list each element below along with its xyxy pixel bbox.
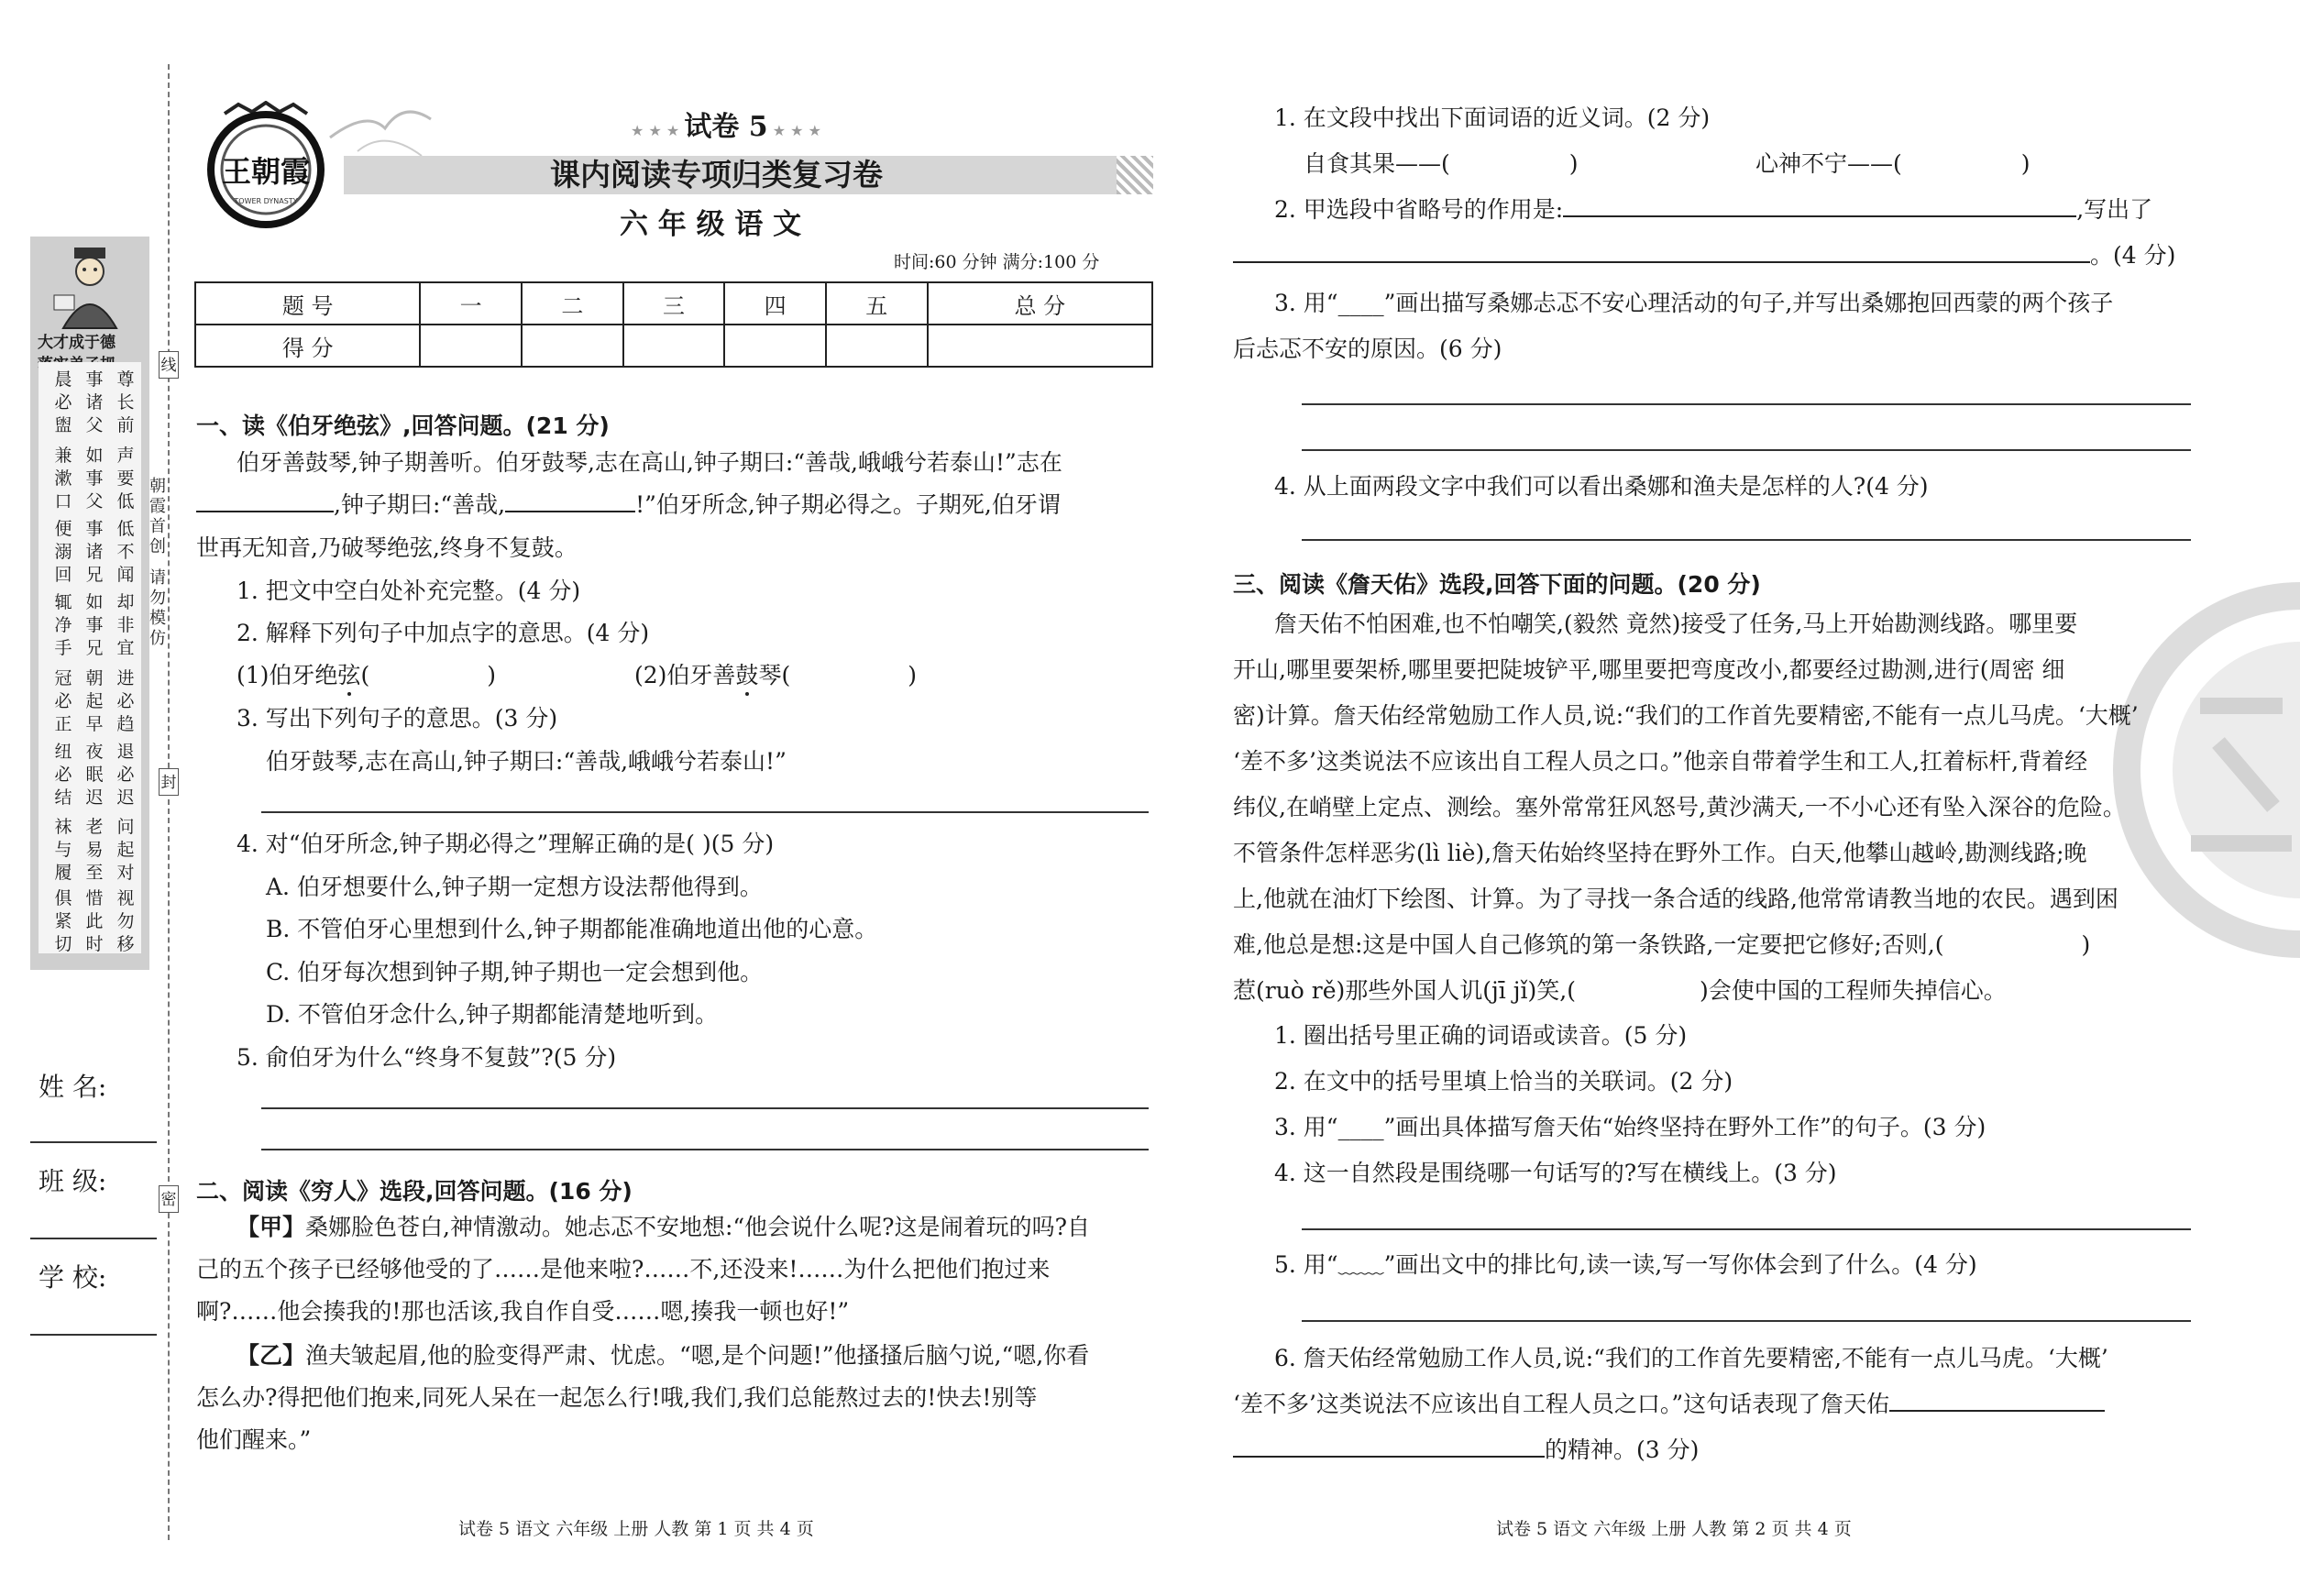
motto-col: 纽必结	[54, 742, 72, 808]
question-3-3: 3. 用“____”画出具体描写詹天佑“始终坚持在野外工作”的句子。(3 分)	[1274, 1114, 1986, 1140]
score-cell[interactable]	[420, 325, 522, 367]
passage-line: 他们醒来。”	[196, 1426, 312, 1453]
answer-blank[interactable]	[1889, 1410, 2105, 1412]
passage-line: 开山,哪里要架桥,哪里要把陡坡铲平,哪里要把弯度改小,都要经过勘测,进行(周密 细	[1233, 656, 2065, 683]
motto-col: 便溺回	[54, 519, 72, 585]
answer-line[interactable]	[1302, 1228, 2191, 1230]
score-row-label: 得 分	[195, 325, 420, 367]
question-2-2-cont: 。(4 分)	[1233, 244, 2175, 267]
motto-col: 朝起早	[85, 668, 104, 734]
answer-line[interactable]	[1302, 403, 2191, 405]
passage-line-2a: ,钟子期曰:“善哉,	[334, 491, 506, 518]
score-header-cell: 一	[420, 282, 522, 325]
motto-col: 晨必盥	[54, 369, 72, 435]
watermark-seal-icon	[2099, 568, 2300, 972]
score-cell[interactable]	[928, 325, 1152, 367]
answer-blank[interactable]	[1233, 261, 2090, 263]
motto-col: 问起对	[116, 817, 135, 883]
quote-line: 伯牙鼓琴,志在高山,钟子期曰:“善哉,峨峨兮若泰山!”	[266, 748, 787, 775]
question-2-1b: 心神不宁——( )	[1755, 150, 2030, 177]
score-table	[194, 281, 1153, 368]
name-field[interactable]	[30, 1141, 157, 1143]
title-band-pattern	[1117, 156, 1153, 194]
footer-left: 试卷 5 语文 六年级 上册 人教 第 1 页 共 4 页	[458, 1519, 814, 1539]
motto-col: 袜与履	[54, 817, 72, 883]
school-field[interactable]	[30, 1334, 157, 1336]
name-label: 姓 名:	[39, 1072, 107, 1102]
passage-line: 世再无知音,乃破琴绝弦,终身不复鼓。	[196, 534, 578, 561]
paper-label: 试卷 5	[684, 111, 768, 143]
question-3-6-cont: ‘差不多’这类说法不应该出自工程人员之口。”这句话表现了詹天佑	[1233, 1392, 2105, 1415]
motto-col: 声要低	[116, 446, 135, 512]
page-subtitle: 六 年 级 语 文	[620, 208, 802, 241]
section-3-heading: 三、阅读《詹天佑》选段,回答下面的问题。(20 分)	[1233, 571, 1761, 598]
question-3-1: 1. 圈出括号里正确的词语或读音。(5 分)	[1274, 1022, 1688, 1049]
motto-col: 如事兄	[85, 592, 104, 658]
passage-line: 啊?……他会揍我的!那也活该,我自作自受……嗯,揍我一顿也好!”	[196, 1298, 850, 1325]
question-2-3-cont: 后忐忑不安的原因。(6 分)	[1233, 336, 1502, 362]
logo-text: 王朝霞	[221, 154, 311, 189]
motto-col: 事诸兄	[85, 519, 104, 585]
passage-line-2b: !”伯牙所念,钟子期必得之。子期死,伯牙谓	[635, 491, 1061, 518]
vertical-note-2: 请勿模仿	[149, 568, 166, 648]
question-3-4: 4. 这一自然段是围绕哪一句话写的?写在横线上。(3 分)	[1274, 1160, 1837, 1186]
motto-col: 辄净手	[54, 592, 72, 658]
blank-2[interactable]	[505, 511, 635, 512]
passage-line: 密)计算。詹天佑经常勉励工作人员,说:“我们的工作首先要精密,不能有一点儿马虎。‘大概’	[1233, 702, 2139, 729]
option-c[interactable]: C. 伯牙每次想到钟子期,钟子期也一定会想到他。	[266, 959, 764, 985]
blank-1[interactable]	[196, 511, 334, 512]
passage-line: 詹天佑不怕困难,也不怕嘲笑,(毅然 竟然)接受了任务,马上开始勘测线路。哪里要	[1274, 611, 2078, 637]
score-header-cell: 五	[826, 282, 928, 325]
motto-top: 大才成于德	[38, 334, 116, 352]
score-cell[interactable]	[623, 325, 725, 367]
answer-line[interactable]	[1302, 449, 2191, 451]
score-header-cell: 二	[522, 282, 623, 325]
answer-line[interactable]	[261, 1149, 1149, 1150]
question-1-2a: (1)伯牙绝弦( )	[237, 662, 496, 688]
question-1-2: 2. 解释下列句子中加点字的意思。(4 分)	[237, 620, 650, 646]
footer-right: 试卷 5 语文 六年级 上册 人教 第 2 页 共 4 页	[1496, 1519, 1852, 1539]
motto-col: 如事父	[85, 446, 104, 512]
motto-col: 视勿移	[116, 888, 135, 954]
question-3-2: 2. 在文中的括号里填上恰当的关联词。(2 分)	[1274, 1068, 1733, 1095]
passage-line: 上,他就在油灯下绘图、计算。为了寻找一条合适的线路,他常常请教当地的农民。遇到困	[1233, 886, 2118, 912]
page-title: 课内阅读专项归类复习卷	[550, 157, 883, 193]
motto-col: 却非宜	[116, 592, 135, 658]
passage-line: 【乙】渔夫皱起眉,他的脸变得严肃、忧虑。“嗯,是个问题!”他搔搔后脑勺说,“嗯,你看	[237, 1342, 1090, 1369]
score-header-cell: 题 号	[195, 282, 420, 325]
question-2-2: 2. 甲选段中省略号的作用是: ,写出了	[1274, 196, 2153, 223]
motto-col: 退必迟	[116, 742, 135, 808]
question-1-2b: (2)伯牙善鼓琴( )	[634, 662, 917, 688]
answer-line[interactable]	[261, 1107, 1149, 1109]
section-2-heading: 二、阅读《穷人》选段,回答问题。(16 分)	[196, 1178, 633, 1205]
passage-line: 怎么办?得把他们抱来,同死人呆在一起怎么行!哦,我们,我们总能熬过去的!快去!别等	[196, 1384, 1038, 1411]
motto-col: 兼漱口	[54, 446, 72, 512]
section-1-heading: 一、读《伯牙绝弦》,回答问题。(21 分)	[196, 413, 610, 439]
score-cell[interactable]	[826, 325, 928, 367]
passage-line: 己的五个孩子已经够他受的了……是他来啦?……不,还没来!……为什么把他们抱过来	[196, 1256, 1051, 1282]
binding-box-1: 线	[159, 351, 179, 379]
passage-line: ‘差不多’这类说法不应该出自工程人员之口。”他亲自带着学生和工人,扛着标杆,背着经	[1233, 748, 2088, 775]
score-cell[interactable]	[522, 325, 623, 367]
class-field[interactable]	[30, 1238, 157, 1239]
answer-blank[interactable]	[1563, 215, 2076, 217]
passage-line: 难,他总是想:这是中国人自己修筑的第一条铁路,一定要把它修好;否则,( )	[1233, 931, 2091, 958]
vertical-note-1: 朝霞首创	[149, 477, 166, 556]
passage-line: 纬仪,在峭壁上定点、测绘。塞外常常狂风怒号,黄沙满天,一不小心还有坠入深谷的危险。	[1233, 794, 2126, 820]
question-1-4: 4. 对“伯牙所念,钟子期必得之”理解正确的是( )(5 分)	[237, 831, 775, 857]
question-1-1: 1. 把文中空白处补充完整。(4 分)	[237, 578, 581, 604]
passage-line-2	[196, 493, 1061, 516]
paper-label-row: ★ ★ ★ 试卷 5 ★ ★ ★	[631, 111, 821, 143]
question-2-1a: 自食其果——( )	[1304, 150, 1579, 177]
question-2-4: 4. 从上面两段文字中我们可以看出桑娜和渔夫是怎样的人?(4 分)	[1274, 473, 1929, 500]
binding-box-2: 封	[159, 768, 179, 796]
option-b[interactable]: B. 不管伯牙心里想到什么,钟子期都能准确地道出他的心意。	[266, 916, 878, 942]
question-2-1: 1. 在文段中找出下面词语的近义词。(2 分)	[1274, 105, 1711, 131]
answer-line[interactable]	[1302, 1320, 2191, 1322]
binding-box-3: 密	[159, 1185, 179, 1213]
logo-small-text: TOWER DYNASTY	[234, 197, 298, 205]
score-cell[interactable]	[724, 325, 826, 367]
question-3-6: 6. 詹天佑经常勉励工作人员,说:“我们的工作首先要精密,不能有一点儿马虎。‘大概’	[1274, 1345, 2108, 1371]
school-label: 学 校:	[39, 1262, 107, 1293]
motto-col: 夜眠迟	[85, 742, 104, 808]
question-3-6-cont: 的精神。(3 分)	[1233, 1438, 1699, 1461]
passage-line: 惹(ruò rě)那些外国人讥(jī jǐ)笑,( )会使中国的工程师失掉信心。	[1233, 977, 2007, 1004]
passage-line: 【甲】桑娜脸色苍白,神情激动。她忐忑不安地想:“他会说什么呢?这是闹着玩的吗?自	[237, 1214, 1090, 1240]
scholar-figure-icon	[50, 244, 129, 332]
option-d[interactable]: D. 不管伯牙念什么,钟子期都能清楚地听到。	[266, 1001, 718, 1028]
score-header-cell: 三	[623, 282, 725, 325]
passage-line: 伯牙善鼓琴,钟子期善听。伯牙鼓琴,志在高山,钟子期曰:“善哉,峨峨兮若泰山!”志在	[237, 449, 1062, 476]
motto-col: 冠必正	[54, 668, 72, 734]
binding-dashed-line	[168, 64, 170, 1540]
motto-col: 惜此时	[85, 888, 104, 954]
motto-col: 老易至	[85, 817, 104, 883]
question-1-3: 3. 写出下列句子的意思。(3 分)	[237, 705, 558, 732]
answer-line[interactable]	[1302, 539, 2191, 541]
time-info: 时间:60 分钟 满分:100 分	[894, 252, 1100, 272]
question-1-5: 5. 俞伯牙为什么“终身不复鼓”?(5 分)	[237, 1044, 617, 1071]
answer-line[interactable]	[261, 811, 1149, 813]
motto-col: 事诸父	[85, 369, 104, 435]
motto-col: 进必趋	[116, 668, 135, 734]
passage-line: 不管条件怎样恶劣(lì liè),詹天佑始终坚持在野外工作。白天,他攀山越岭,勘测线路;晚	[1233, 840, 2087, 866]
answer-blank[interactable]	[1233, 1456, 1545, 1458]
motto-col: 低不闻	[116, 519, 135, 585]
motto-col: 尊长前	[116, 369, 135, 435]
option-a[interactable]: A. 伯牙想要什么,钟子期一定想方设法帮他得到。	[266, 874, 763, 900]
motto-col: 俱紧切	[54, 888, 72, 954]
question-3-5: 5. 用“﹏﹏”画出文中的排比句,读一读,写一写你体会到了什么。(4 分)	[1274, 1251, 1977, 1278]
score-header-cell: 四	[724, 282, 826, 325]
score-header-cell: 总 分	[928, 282, 1152, 325]
class-label: 班 级:	[39, 1166, 107, 1196]
question-2-3: 3. 用“____”画出描写桑娜忐忑不安心理活动的句子,并写出桑娜抱回西蒙的两个孩子	[1274, 290, 2114, 316]
